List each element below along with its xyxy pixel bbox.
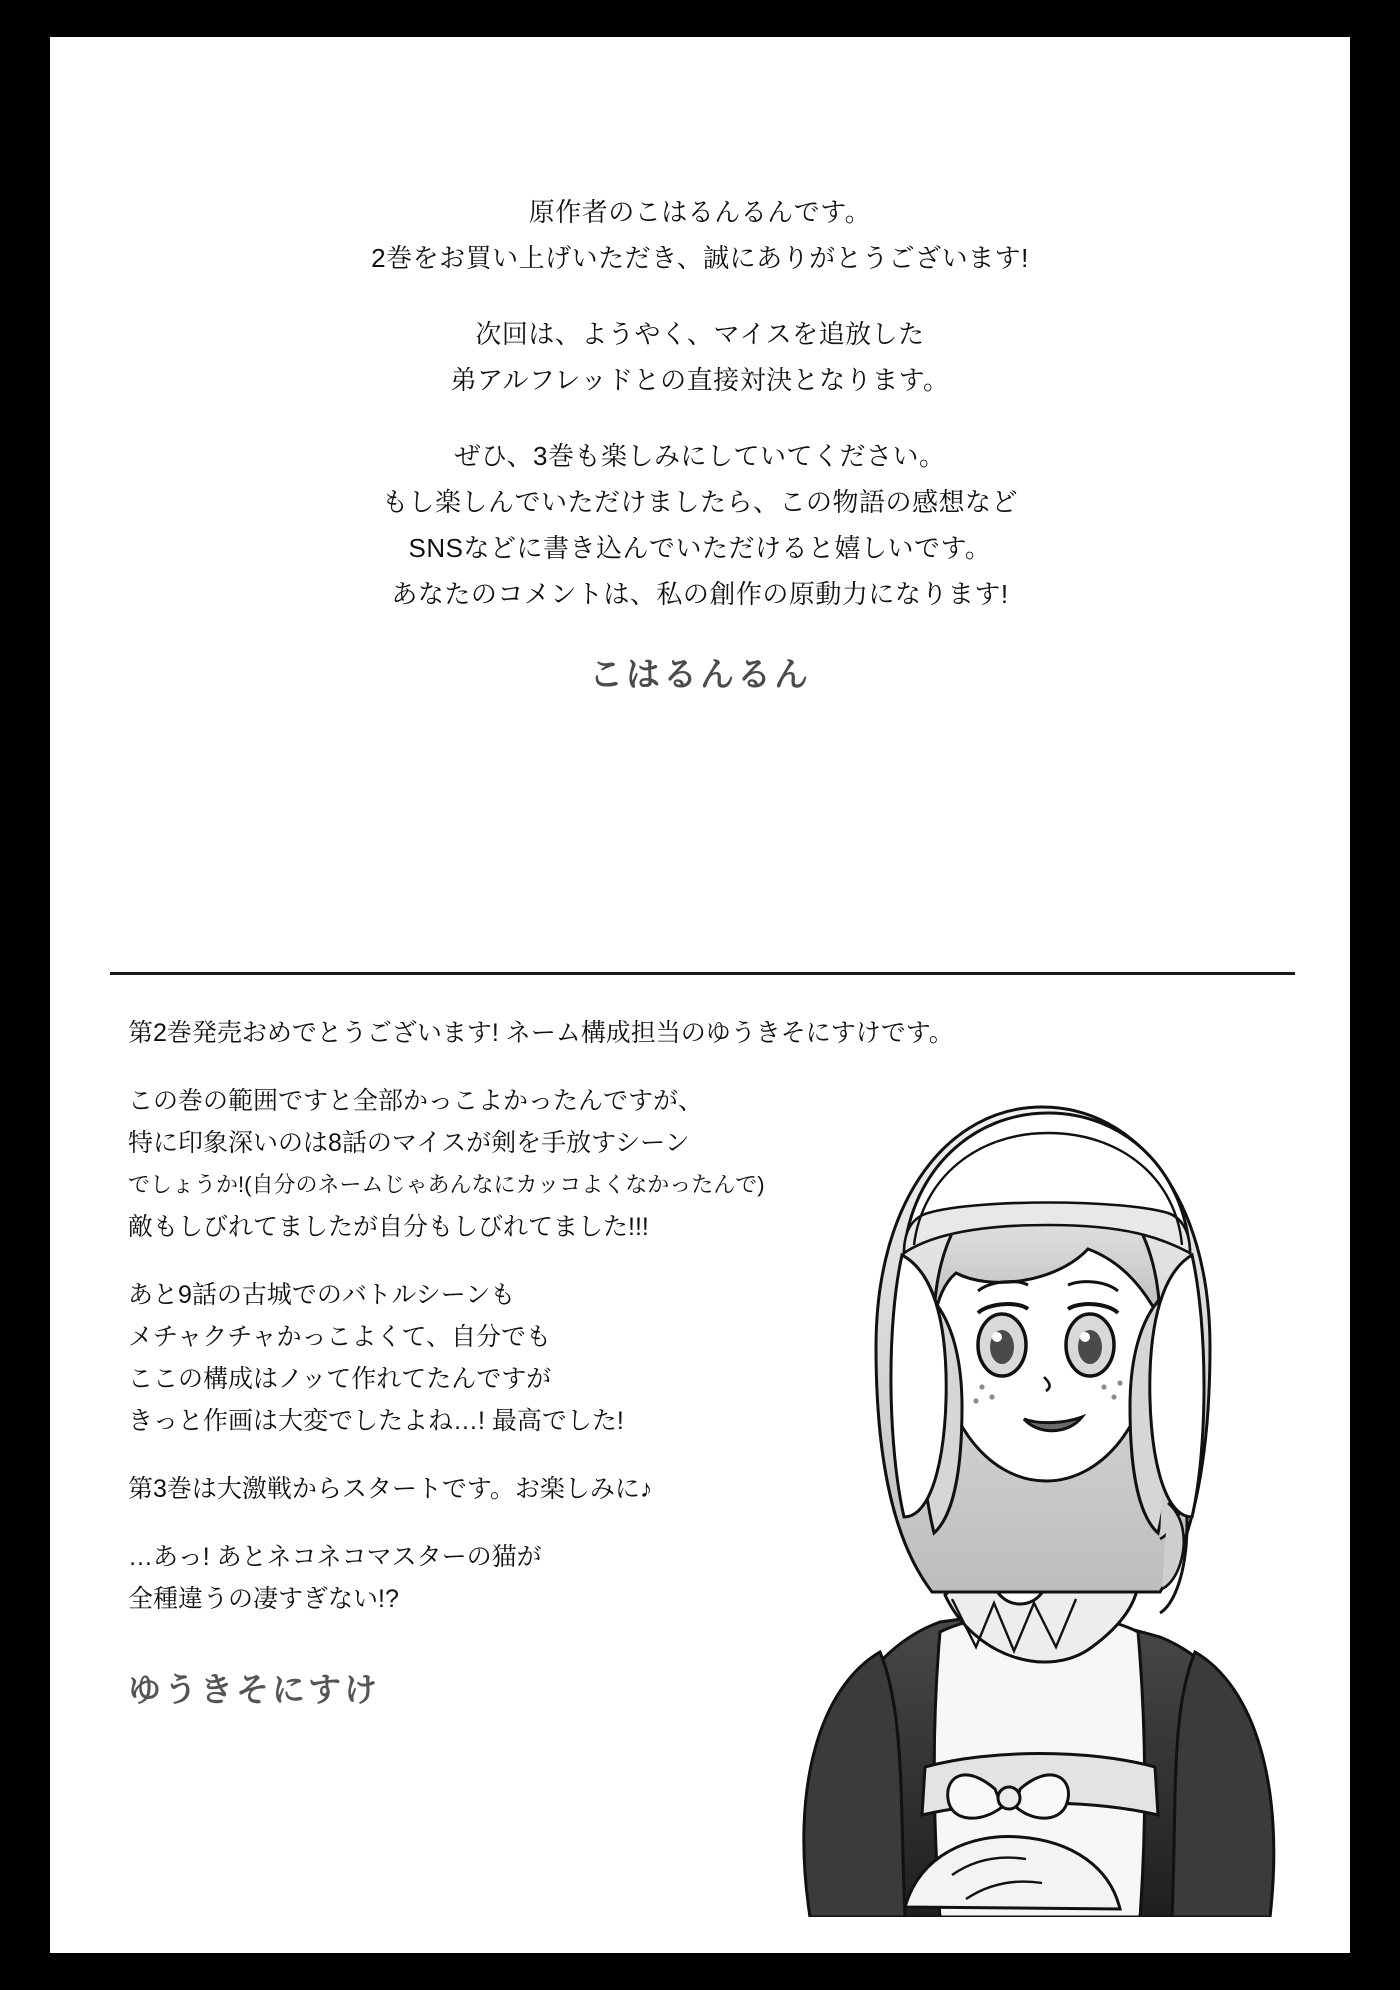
composer-text-line: ここの構成はノッて作れてたんですが bbox=[128, 1365, 552, 1393]
composer-text-line: 特に印象深いのは8話のマイスが剣を手放すシーン bbox=[128, 1129, 690, 1157]
author-text-line: 2巻をお買い上げいただき、誠にありがとうございます! bbox=[371, 243, 1029, 273]
author-paragraph bbox=[50, 189, 1350, 281]
section-divider bbox=[110, 972, 1295, 975]
composer-text-line: 全種違うの凄すぎない!? bbox=[128, 1585, 399, 1613]
maid-girl-illustration bbox=[690, 1047, 1290, 1917]
author-paragraph bbox=[50, 433, 1350, 617]
composer-text-line: 敵もしびれてましたが自分もしびれてました!!! bbox=[128, 1213, 649, 1241]
composer-text-line: この巻の範囲ですと全部かっこよかったんですが、 bbox=[128, 1087, 704, 1115]
author-text-line: SNSなどに書き込んでいただけると嬉しいです。 bbox=[408, 533, 992, 563]
author-afterword-text bbox=[50, 189, 1350, 696]
composer-text-line: きっと作画は大変でしたよね…! 最高でした! bbox=[128, 1407, 624, 1435]
composer-signature: ゆうきそにすけ bbox=[128, 1671, 380, 1708]
composer-text-line: でしょうか!(自分のネームじゃあんなにカッコよくなかったんで) bbox=[128, 1172, 765, 1197]
author-text-line: 原作者のこはるんるんです。 bbox=[528, 197, 872, 227]
author-text-line: あなたのコメントは、私の創作の原動力になります! bbox=[391, 579, 1009, 609]
composer-text-line: あと9話の古城でのバトルシーンも bbox=[128, 1281, 516, 1309]
author-text-line: もし楽しんでいただけましたら、この物語の感想など bbox=[381, 487, 1018, 517]
author-paragraph bbox=[50, 311, 1350, 403]
composer-text-line: 第2巻発売おめでとうございます! ネーム構成担当のゆうきそにすけです。 bbox=[128, 1019, 954, 1047]
composer-text-line: 第3巻は大激戦からスタートです。お楽しみに♪ bbox=[128, 1475, 653, 1503]
author-text-line: ぜひ、3巻も楽しみにしていてください。 bbox=[454, 441, 946, 471]
composer-text-line: …あっ! あとネコネコマスターの猫が bbox=[128, 1543, 542, 1571]
author-text-line: 次回は、ようやく、マイスを追放した bbox=[475, 319, 925, 349]
composer-text-line: メチャクチャかっこよくて、自分でも bbox=[128, 1323, 552, 1351]
author-text-line: 弟アルフレッドとの直接対決となります。 bbox=[450, 365, 950, 395]
author-signature: こはるんるん bbox=[589, 656, 811, 694]
page-canvas bbox=[50, 37, 1350, 1953]
